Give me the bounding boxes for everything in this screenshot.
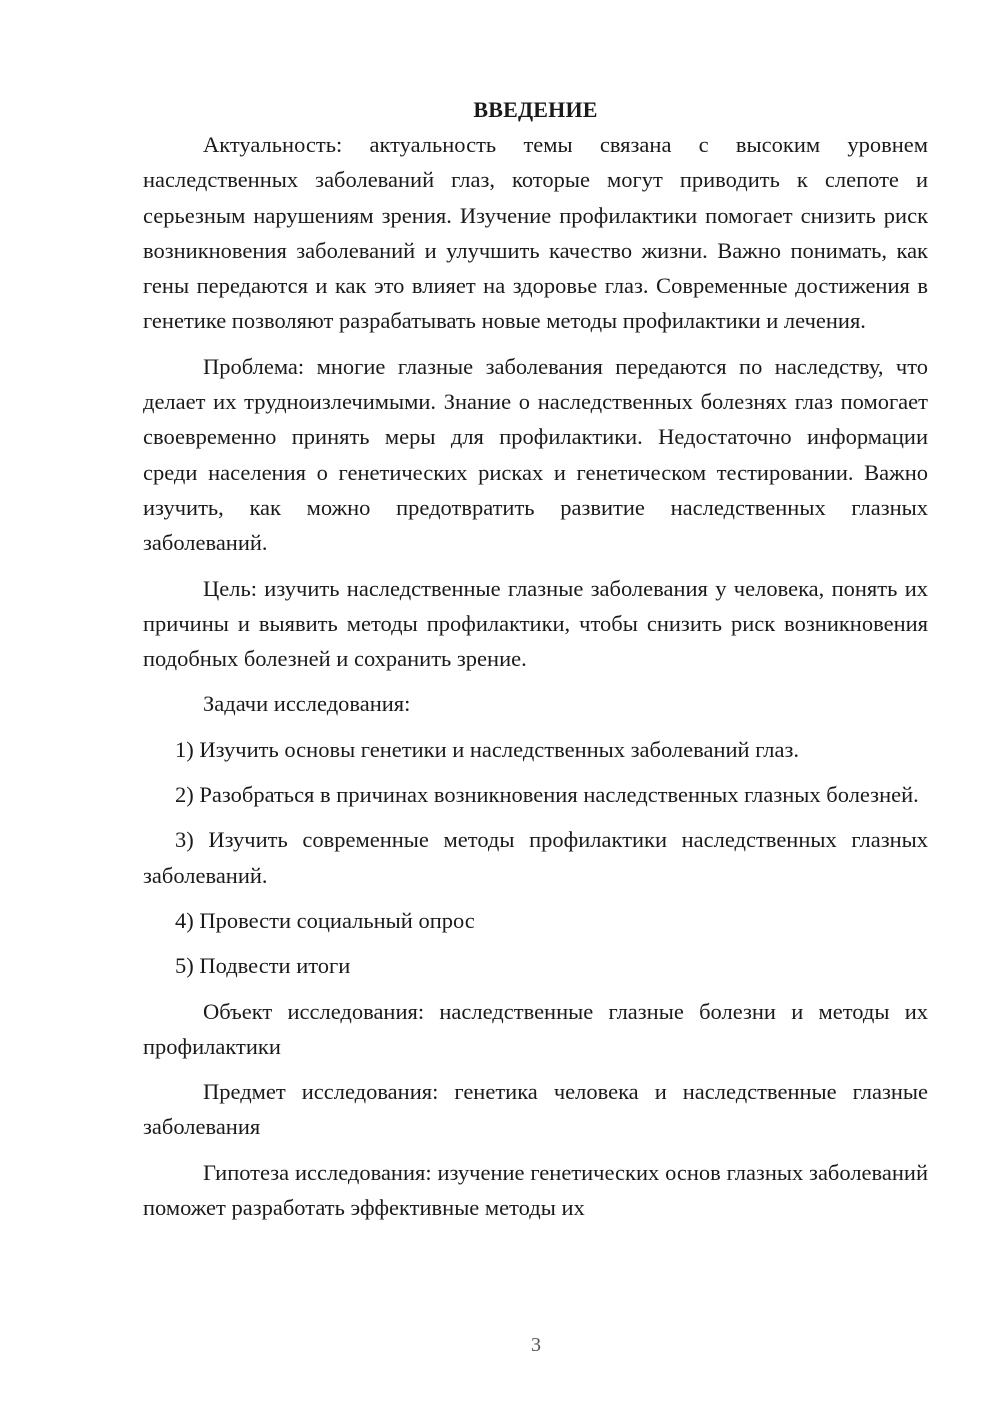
paragraph-goal: Цель: изучить наследственные глазные заболевания у человека, понять их причины и выявить методы профилактики, чтобы снизить риск возникновения подобных болезней и сохранить зрение. <box>143 575 928 672</box>
paragraph-object: Объект исследования: наследственные глазные болезни и методы их профилактики <box>143 998 928 1059</box>
task-item-5: 5) Подвести итоги <box>175 953 351 979</box>
task-item-1: 1) Изучить основы генетики и наследственных заболеваний глаз. <box>175 736 800 762</box>
tasks-list <box>143 732 928 984</box>
paragraph-hypothesis: Гипотеза исследования: изучение генетических основ глазных заболеваний поможет разработать эффективные методы их <box>143 1159 928 1221</box>
tasks-heading: Задачи исследования: <box>203 691 411 717</box>
task-item-3: 3) Изучить современные методы профилактики наследственных глазных заболеваний. <box>143 827 928 888</box>
task-item-2: 2) Разобраться в причинах возникновения наследственных глазных болезней. <box>175 782 919 808</box>
document-title: ВВЕДЕНИЕ <box>473 97 598 122</box>
document-page <box>143 92 928 1225</box>
page-number: 3 <box>531 1334 541 1356</box>
paragraph-relevance: Актуальность: актуальность темы связана с высоким уровнем наследственных заболеваний глаз, которые могут приводить к слепоте и серьезным нарушениям зрения. Изучение профилактики помогает снизить риск возникновения заболеваний и улучшить качество жизни. Важно понимать, как гены передаются и как это влияет на здоровье глаз. Современные достижения в генетике позволяют разрабатывать новые методы профилактики и лечения. <box>143 132 928 334</box>
task-item-4: 4) Провести социальный опрос <box>175 907 475 933</box>
paragraph-subject: Предмет исследования: генетика человека и наследственные глазные заболевания <box>143 1079 928 1140</box>
paragraph-problem: Проблема: многие глазные заболевания передаются по наследству, что делает их трудноизлечимыми. Знание о наследственных болезнях глаз помогает своевременно принять меры для профилактики. Недостаточно информации среди населения о генетических рисках и генетическом тестировании. Важно изучить, как можно предотвратить развитие наследственных глазных заболеваний. <box>143 353 928 556</box>
